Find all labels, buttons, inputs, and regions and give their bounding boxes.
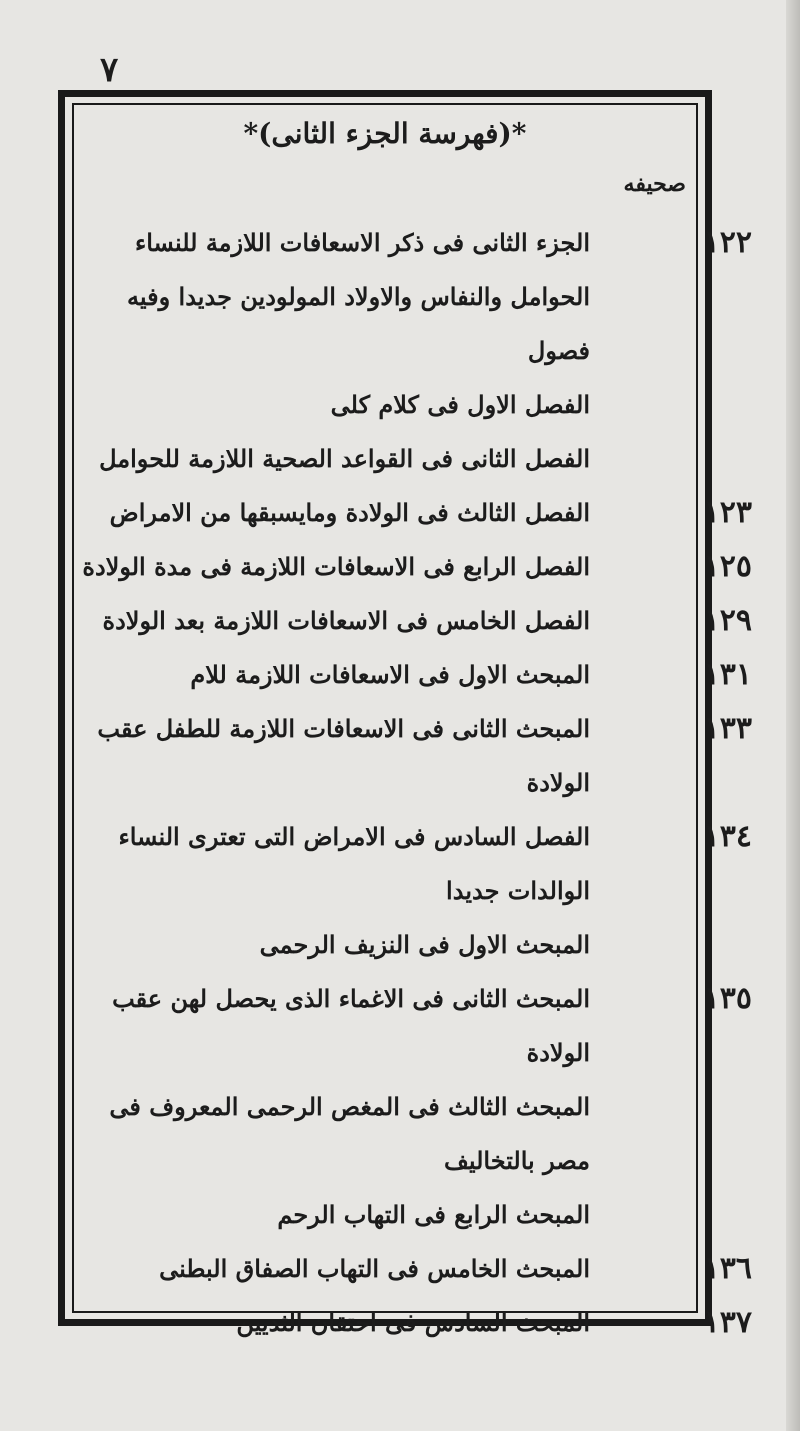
toc-entry-title: المبحث الاول فى النزيف الرحمى [259, 930, 590, 959]
toc-entry [72, 378, 698, 432]
toc-title: *(فهرسة الجزء الثانى)* [243, 117, 527, 150]
toc-entry [72, 1242, 752, 1296]
toc-entry-page: ١٣٦ [703, 1251, 752, 1286]
toc-entry [72, 216, 752, 378]
toc-entry [72, 1080, 698, 1188]
toc-entry [72, 648, 752, 702]
toc-entry-title: الجزء الثانى فى ذكر الاسعافات اللازمة للنساء الحوامل والنفاس والاولاد المولودين جديدا وفيه فصول [127, 228, 590, 365]
toc-entry [72, 1188, 698, 1242]
toc-entry-page: ١٢٣ [703, 495, 752, 530]
toc-entry [72, 702, 752, 810]
toc-entry [72, 540, 752, 594]
toc-entry-page: ١٣٤ [703, 819, 752, 854]
toc-entry-page: ١٣٣ [703, 711, 752, 746]
toc-entry-page: ١٢٢ [703, 225, 752, 260]
toc-entry-page: ١٣٧ [703, 1305, 752, 1340]
toc-entry-title: الفصل السادس فى الامراض التى تعترى النساء الوالدات جديدا [118, 822, 590, 905]
toc-entry-title: الفصل الخامس فى الاسعافات اللازمة بعد الولادة [102, 606, 590, 635]
toc-entry-title: المبحث الخامس فى التهاب الصفاق البطنى [159, 1254, 590, 1283]
toc-entry [72, 810, 752, 918]
page-number: ٧ [100, 50, 119, 90]
toc-entry-page: ١٣٥ [703, 981, 752, 1016]
toc-entry [72, 594, 752, 648]
toc-entry-title: الفصل الاول فى كلام كلى [330, 390, 590, 419]
toc-entry-page: ١٣١ [703, 657, 752, 692]
toc-entry-title: الفصل الثالث فى الولادة ومايسبقها من الامراض [109, 498, 590, 527]
toc-entry [72, 486, 752, 540]
toc-entry-title: المبحث الاول فى الاسعافات اللازمة للام [190, 660, 590, 689]
toc-entry-title: المبحث الثالث فى المغص الرحمى المعروف فى مصر بالتخاليف [109, 1092, 590, 1175]
toc-entry-title: الفصل الرابع فى الاسعافات اللازمة فى مدة الولادة [82, 552, 590, 581]
toc-entry-title: المبحث الثانى فى الاسعافات اللازمة للطفل عقب الولادة [97, 714, 590, 797]
toc-list [72, 216, 752, 1350]
toc-entry-title: المبحث الرابع فى التهاب الرحم [277, 1200, 590, 1229]
toc-entry [72, 1296, 752, 1350]
toc-entry [72, 972, 752, 1080]
toc-entry [72, 432, 698, 486]
page-edge [786, 0, 800, 1431]
toc-entry-title: المبحث السادس فى احتقان الثديين [236, 1308, 590, 1337]
toc-entry-page: ١٢٥ [703, 549, 752, 584]
page-column-header: صحيفه [623, 171, 686, 197]
toc-entry-title: الفصل الثانى فى القواعد الصحية اللازمة للحوامل [99, 444, 590, 473]
toc-entry [72, 918, 698, 972]
toc-entry-title: المبحث الثانى فى الاغماء الذى يحصل لهن عقب الولادة [112, 984, 590, 1067]
toc-entry-page: ١٢٩ [703, 603, 752, 638]
